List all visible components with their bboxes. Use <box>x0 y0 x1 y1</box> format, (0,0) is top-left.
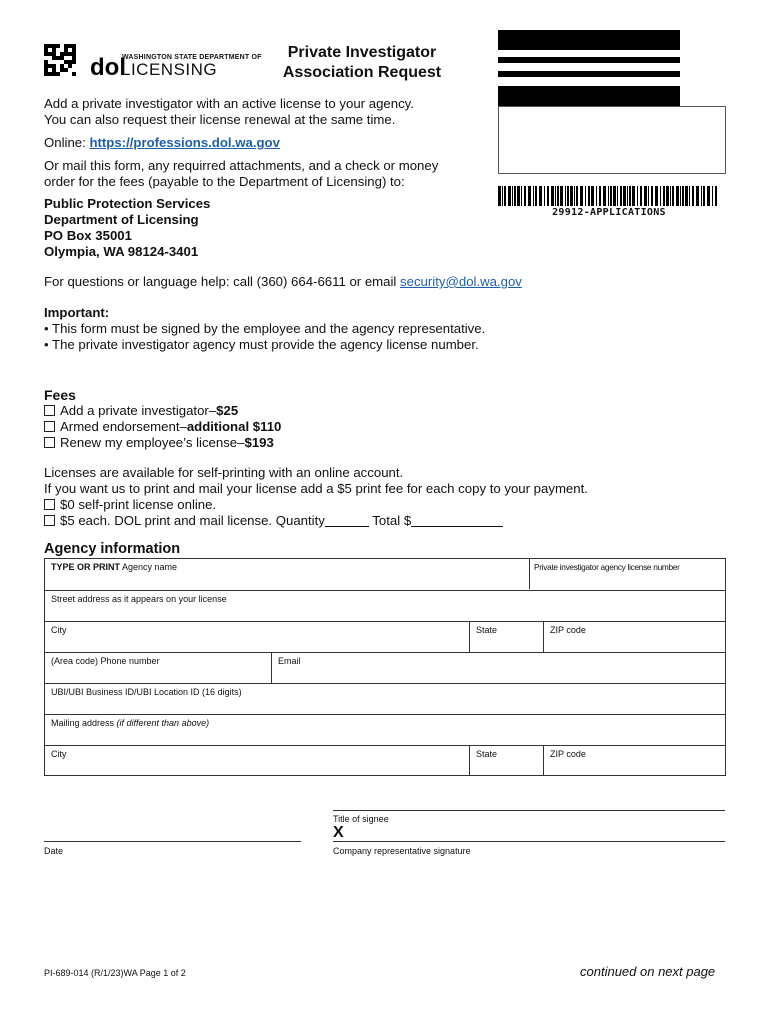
intro-line-1: Add a private investigator with an active license to your agency. <box>44 96 414 111</box>
fee-dash: – <box>208 403 217 418</box>
continued-footer: continued on next page <box>580 964 716 979</box>
type-or-print-label: TYPE OR PRINT <box>51 562 121 572</box>
quantity-field[interactable] <box>325 526 369 527</box>
fee-add-checkbox[interactable] <box>44 405 55 416</box>
mailing-city-field[interactable] <box>45 746 469 776</box>
zip-label: ZIP code <box>550 749 586 759</box>
mail-print-label: $5 each. DOL print and mail license. Quantity <box>60 513 325 528</box>
self-print-checkbox[interactable] <box>44 499 55 510</box>
form-row <box>45 714 725 745</box>
print-option-mail <box>44 513 724 529</box>
date-label: Date <box>44 846 64 856</box>
phone-field[interactable] <box>45 653 271 683</box>
mailing-address-field[interactable] <box>45 715 725 745</box>
title-of-signee-label: Title of signee <box>333 814 389 824</box>
fee-amount: additional $110 <box>186 419 282 434</box>
agency-heading: Agency information <box>44 541 181 557</box>
fee-label: Armed endorsement <box>60 419 180 434</box>
print-line-1: Licenses are available for self-printing with an online account. <box>44 465 404 480</box>
logo-department-text: WASHINGTON STATE DEPARTMENT OF <box>122 54 262 61</box>
security-email-link[interactable]: security@dol.wa.gov <box>400 274 522 289</box>
redaction-bar <box>498 57 680 63</box>
print-line-2: If you want us to print and mail your license add a $5 print fee for each copy to your payment. <box>44 481 588 496</box>
dol-logo <box>90 46 262 81</box>
address-line: Department of Licensing <box>44 212 199 227</box>
print-option-self <box>44 497 724 513</box>
total-label: Total $ <box>368 513 412 528</box>
questions-line <box>44 274 724 290</box>
title-line-1: Private Investigator <box>287 44 437 61</box>
fee-option-add <box>44 403 724 419</box>
redaction-bar <box>498 86 680 106</box>
fee-dash: – <box>179 419 187 434</box>
fee-armed-checkbox[interactable] <box>44 421 55 432</box>
online-label: Online: <box>44 135 90 150</box>
company-signature-line[interactable] <box>333 841 725 842</box>
address-line: PO Box 35001 <box>44 228 132 243</box>
dol-logo-mark-icon <box>90 53 126 81</box>
title-line-2: Association Request <box>282 64 442 81</box>
form-row <box>45 559 725 590</box>
license-number-label: Private investigator agency license number <box>534 562 680 572</box>
intro-line-2: You can also request their license renewal at the same time. <box>44 112 396 127</box>
online-line <box>44 135 504 151</box>
mailing-address <box>44 196 504 260</box>
form-id-footer: PI-689-014 (R/1/23)WA Page 1 of 2 <box>44 968 186 978</box>
mail-line-1: Or mail this form, any requirred attachments, and a check or money <box>44 158 439 173</box>
fee-amount: $25 <box>216 403 239 418</box>
zip-label: ZIP code <box>550 625 586 635</box>
important-heading: Important: <box>44 305 110 320</box>
phone-label: (Area code) Phone number <box>51 656 160 666</box>
important-bullet: • The private investigator agency must provide the agency license number. <box>44 337 479 352</box>
fee-amount: $193 <box>244 435 274 450</box>
state-label: State <box>476 625 498 635</box>
total-field[interactable] <box>411 526 503 527</box>
title-of-signee-line[interactable] <box>333 810 725 811</box>
fee-dash: – <box>237 435 245 450</box>
fee-renew-checkbox[interactable] <box>44 437 55 448</box>
ubi-label: UBI/UBI Business ID/UBI Location ID (16 digits) <box>51 687 242 697</box>
form-row <box>45 745 725 776</box>
fees-heading: Fees <box>44 387 76 403</box>
state-field[interactable] <box>469 622 543 652</box>
company-signature-label: Company representative signature <box>333 846 471 856</box>
logo-mark-text: dol <box>90 54 126 81</box>
street-address-label: Street address as it appears on your license <box>51 594 227 604</box>
agency-name-label: Agency name <box>120 562 178 572</box>
signature-x-mark: X <box>333 824 344 841</box>
redaction-bar <box>498 30 680 50</box>
barcode-text: 29912-APPLICATIONS <box>552 207 666 218</box>
mailing-address-label: Mailing address <box>51 718 117 728</box>
address-line: Public Protection Services <box>44 196 211 211</box>
fee-label: Renew my employee’s license <box>60 435 238 450</box>
mailing-state-field[interactable] <box>469 746 543 776</box>
logo-licensing-text: LICENSING <box>121 60 218 79</box>
mailing-address-note: (if different than above) <box>116 718 210 728</box>
form-row <box>45 590 725 621</box>
important-bullet-text: This form must be signed by the employee and the agency representative. <box>52 321 486 336</box>
fee-option-renew <box>44 435 724 451</box>
license-number-field[interactable] <box>529 559 725 589</box>
form-row <box>45 621 725 652</box>
state-label: State <box>476 749 498 759</box>
date-line[interactable] <box>44 841 301 842</box>
agency-form <box>44 558 726 776</box>
city-label: City <box>51 625 67 635</box>
street-address-field[interactable] <box>45 591 725 621</box>
qr-code-icon <box>44 44 76 76</box>
mail-print-checkbox[interactable] <box>44 515 55 526</box>
mail-line-2: order for the fees (payable to the Department of Licensing) to: <box>44 174 405 189</box>
form-row <box>45 683 725 714</box>
office-use-box <box>498 106 726 174</box>
barcode-icon <box>498 186 720 206</box>
fee-label: Add a private investigator <box>60 403 209 418</box>
redaction-bar <box>498 71 680 77</box>
fee-option-armed <box>44 419 724 435</box>
address-line: Olympia, WA 98124-3401 <box>44 244 199 259</box>
online-link[interactable]: https://professions.dol.wa.gov <box>89 135 280 150</box>
ubi-field[interactable] <box>45 684 725 714</box>
form-row <box>45 652 725 683</box>
zip-field[interactable] <box>543 622 725 652</box>
email-field[interactable] <box>271 653 725 683</box>
important-bullet-text: The private investigator agency must provide the agency license number. <box>52 337 479 352</box>
city-label: City <box>51 749 67 759</box>
important-bullet: • This form must be signed by the employee and the agency representative. <box>44 321 486 336</box>
questions-text: For questions or language help: call (360) 664-6611 or email <box>44 274 401 289</box>
city-field[interactable] <box>45 622 469 652</box>
email-label: Email <box>278 656 301 666</box>
agency-name-field[interactable] <box>45 559 529 589</box>
self-print-label: $0 self-print license online. <box>60 497 217 512</box>
page-title <box>262 43 462 83</box>
mailing-zip-field[interactable] <box>543 746 725 776</box>
